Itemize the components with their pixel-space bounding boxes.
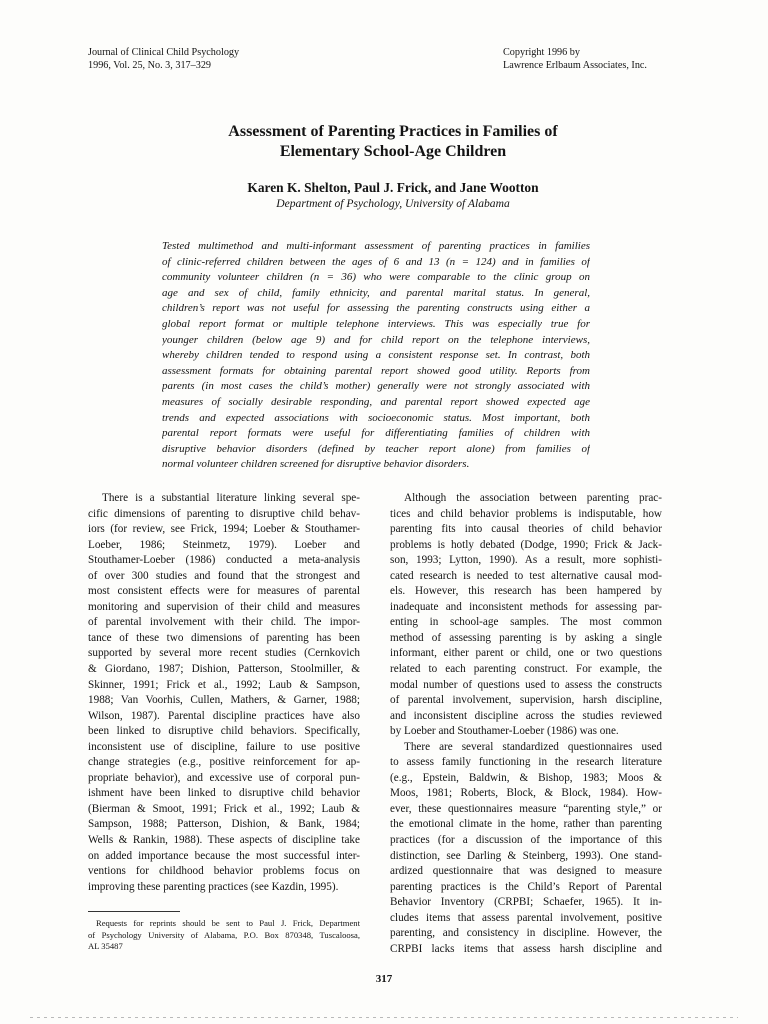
body-line: parenting fits into causal theories of child behavior (390, 523, 662, 536)
title-line-1: Assessment of Parenting Practices in Families of (228, 123, 558, 140)
body-line: Skinner, 1991; Frick et al., 1992; Laub & Sampson, (88, 678, 360, 691)
abstract-line: age and sex of child, family ethnicity, and parental marital status. In general, (162, 286, 590, 299)
body-line: (e.g., Epstein, Baldwin, & Bishop, 1983; Moos & (390, 771, 662, 784)
body-line: 1988; Van Voorhis, Cullen, Mathers, & Garner, 1988; (88, 694, 360, 707)
journal-name: Journal of Clinical Child Psychology (88, 47, 240, 58)
body-line: tices and child behavior problems is indisputable, how (390, 507, 662, 520)
body-line: problems is hotly debated (Dodge, 1990; Frick & Jack- (390, 538, 662, 551)
body-line: change strategies (e.g., positive reinforcement for ap- (88, 756, 360, 769)
body-line: There are several standardized questionnaires used (404, 740, 662, 753)
body-line: There is a substantial literature linking several spe- (102, 492, 360, 504)
body-line: ardized questionnaire that was designed to measure (390, 865, 662, 878)
body-line: practices (for a discussion of the importance of this (390, 834, 662, 847)
abstract-line: community volunteer children (n = 36) who were comparable to the clinic group on (162, 271, 590, 284)
scan-edge-divider (30, 1017, 738, 1018)
abstract-line: normal volunteer children screened for disruptive behavior disorders. (162, 458, 470, 471)
footnote-line: of Psychology University of Alabama, P.O. Box 870348, Tuscaloosa, (88, 929, 360, 940)
body-line: els. However, this research has been hampered by (390, 585, 662, 598)
body-line: Sampson, 1988; Patterson, Dishion, & Bank, 1984; (88, 818, 360, 831)
body-line: CRPBI lacks items that assess harsh discipline and (390, 942, 662, 955)
body-line: of over 300 studies and found that the strongest and (88, 569, 360, 582)
affiliation: Department of Psychology, University of Alabama (276, 197, 510, 210)
body-column-right (390, 491, 662, 957)
body-line: cated research is needed to test alternative causal mod- (390, 569, 662, 582)
body-line: modal number of questions used to assess the constructs (390, 678, 662, 691)
body-line: informant, either parent or child, one or two questions (390, 647, 662, 660)
body-line: distinction, see Darling & Steinberg, 1993). One stand- (390, 849, 662, 862)
copyright-line: Copyright 1996 by (503, 47, 580, 58)
footnote (88, 918, 360, 953)
body-line: related to each parenting construct. For example, the (390, 663, 662, 676)
journal-header (88, 46, 239, 72)
body-column-left (88, 491, 360, 895)
body-line: ishment have been linked to disruptive child behavior (88, 787, 360, 800)
body-line: of parental involvement, supervision, harsh discipline, (390, 694, 662, 707)
body-line: inconsistent use of discipline, failure to use positive (88, 740, 360, 753)
abstract-line: whereby children tended to respond using a consistent response set. In contrast, both (162, 349, 590, 362)
body-line: method of assessing parenting is by asking a single (390, 631, 662, 644)
body-line: on added importance because the most successful inter- (88, 849, 360, 862)
abstract-line: global report format or multiple telephone interviews. This was especially true for (162, 317, 590, 330)
body-line: iors (for review, see Frick, 1994; Loeber & Stouthamer- (88, 523, 360, 536)
footnote-divider (88, 911, 180, 912)
publisher-line: Lawrence Erlbaum Associates, Inc. (503, 60, 647, 71)
abstract-line: children’s report was not useful for assessing the parenting constructs using either a (162, 302, 590, 315)
body-line: cludes items that assess parental involvement, positive (390, 911, 662, 924)
abstract (162, 239, 590, 473)
body-line: by Loeber and Stouthamer-Loeber (1986) was one. (390, 725, 619, 738)
abstract-line: of clinic-referred children between the ages of 6 and 13 (n = 124) and in families of (162, 255, 590, 268)
journal-volume: 1996, Vol. 25, No. 3, 317–329 (88, 60, 212, 71)
body-line: parenting, and consistency in discipline. However, the (390, 927, 662, 940)
abstract-line: assessment formats for obtaining parental report showed good utility. Reports from (162, 364, 590, 377)
body-line: inadequate and inconsistent methods for assessing par- (390, 600, 662, 613)
footnote-line: AL 35487 (88, 941, 123, 951)
body-line: (Bierman & Smoot, 1991; Frick et al., 1992; Laub & (88, 802, 360, 815)
body-line: parenting practices is the Child’s Report of Parental (390, 880, 662, 893)
copyright-header (503, 46, 647, 72)
abstract-line: parental report formats were useful for differentiating families of children with (162, 427, 590, 440)
body-line: son, 1993; Lytton, 1990). As a result, more sophisti- (390, 554, 662, 567)
body-line: of parental involvement with their child. The impor- (88, 616, 360, 629)
abstract-line: trends and expected associations with socioeconomic status. Most important, both (162, 411, 590, 424)
body-line: been linked to disruptive child behaviors. Specifically, (88, 725, 360, 738)
body-line: Although the association between parenting prac- (404, 492, 662, 504)
abstract-line: disruptive behavior disorders (defined by teacher report alone) from families of (162, 442, 590, 455)
body-line: most consistent effects were for measures of parental (88, 585, 360, 598)
body-line: Stouthamer-Loeber (1986) conducted a meta-analysis (88, 554, 360, 567)
body-line: Wells & Rankin, 1988). These aspects of discipline take (88, 834, 360, 847)
footnote-line: Requests for reprints should be sent to Paul J. Frick, Department (96, 918, 360, 928)
affiliation-block (0, 197, 768, 211)
abstract-line: Tested multimethod and multi-informant assessment of parenting practices in families (162, 240, 590, 252)
body-line: supported by several more recent studies (Cernkovich (88, 647, 360, 660)
body-line: cific dimensions of parenting to disruptive child behav- (88, 507, 360, 520)
body-line: the emotional climate in the home, rather than parenting (390, 818, 662, 831)
body-line: propriate behavior), and excessive use of corporal pun- (88, 771, 360, 784)
body-line: & Giordano, 1987; Dishion, Patterson, Stoolmiller, & (88, 663, 360, 676)
body-line: ventions for childhood behavior problems focus on (88, 865, 360, 878)
abstract-line: measures of socially desirable responding, and parental report showed expected age (162, 395, 590, 408)
authors: Karen K. Shelton, Paul J. Frick, and Jane Wootton (247, 180, 539, 195)
article-title (0, 122, 768, 162)
body-line: ever, these questionnaires measure “parenting style,” or (390, 802, 662, 815)
body-line: improving these parenting practices (see Kazdin, 1995). (88, 880, 339, 893)
body-line: Moos, 1981; Roberts, Block, & Block, 1984). How- (390, 787, 662, 800)
body-line: Wilson, 1987). Parental discipline practices have also (88, 709, 360, 722)
body-line: to assess family functioning in the research literature (390, 756, 662, 769)
body-line: Behavior Inventory (CRPBI; Schaefer, 1965). It in- (390, 896, 662, 909)
abstract-line: younger children (below age 9) and for child report on the telephone interviews, (162, 333, 590, 346)
page-number: 317 (375, 973, 393, 985)
body-line: enting in school-age samples. The most common (390, 616, 662, 629)
body-line: Loeber, 1986; Steinmetz, 1979). Loeber and (88, 538, 360, 551)
body-line: and inconsistent discipline across the studies reviewed (390, 709, 662, 722)
body-line: tance of these two dimensions of parenting has been (88, 631, 360, 644)
authors-block (0, 180, 768, 196)
title-line-2: Elementary School-Age Children (279, 143, 507, 160)
body-line: monitoring and supervision of their child and measures (88, 600, 360, 613)
abstract-line: parents (in most cases the child’s mother) generally were not strongly associated with (162, 380, 590, 393)
